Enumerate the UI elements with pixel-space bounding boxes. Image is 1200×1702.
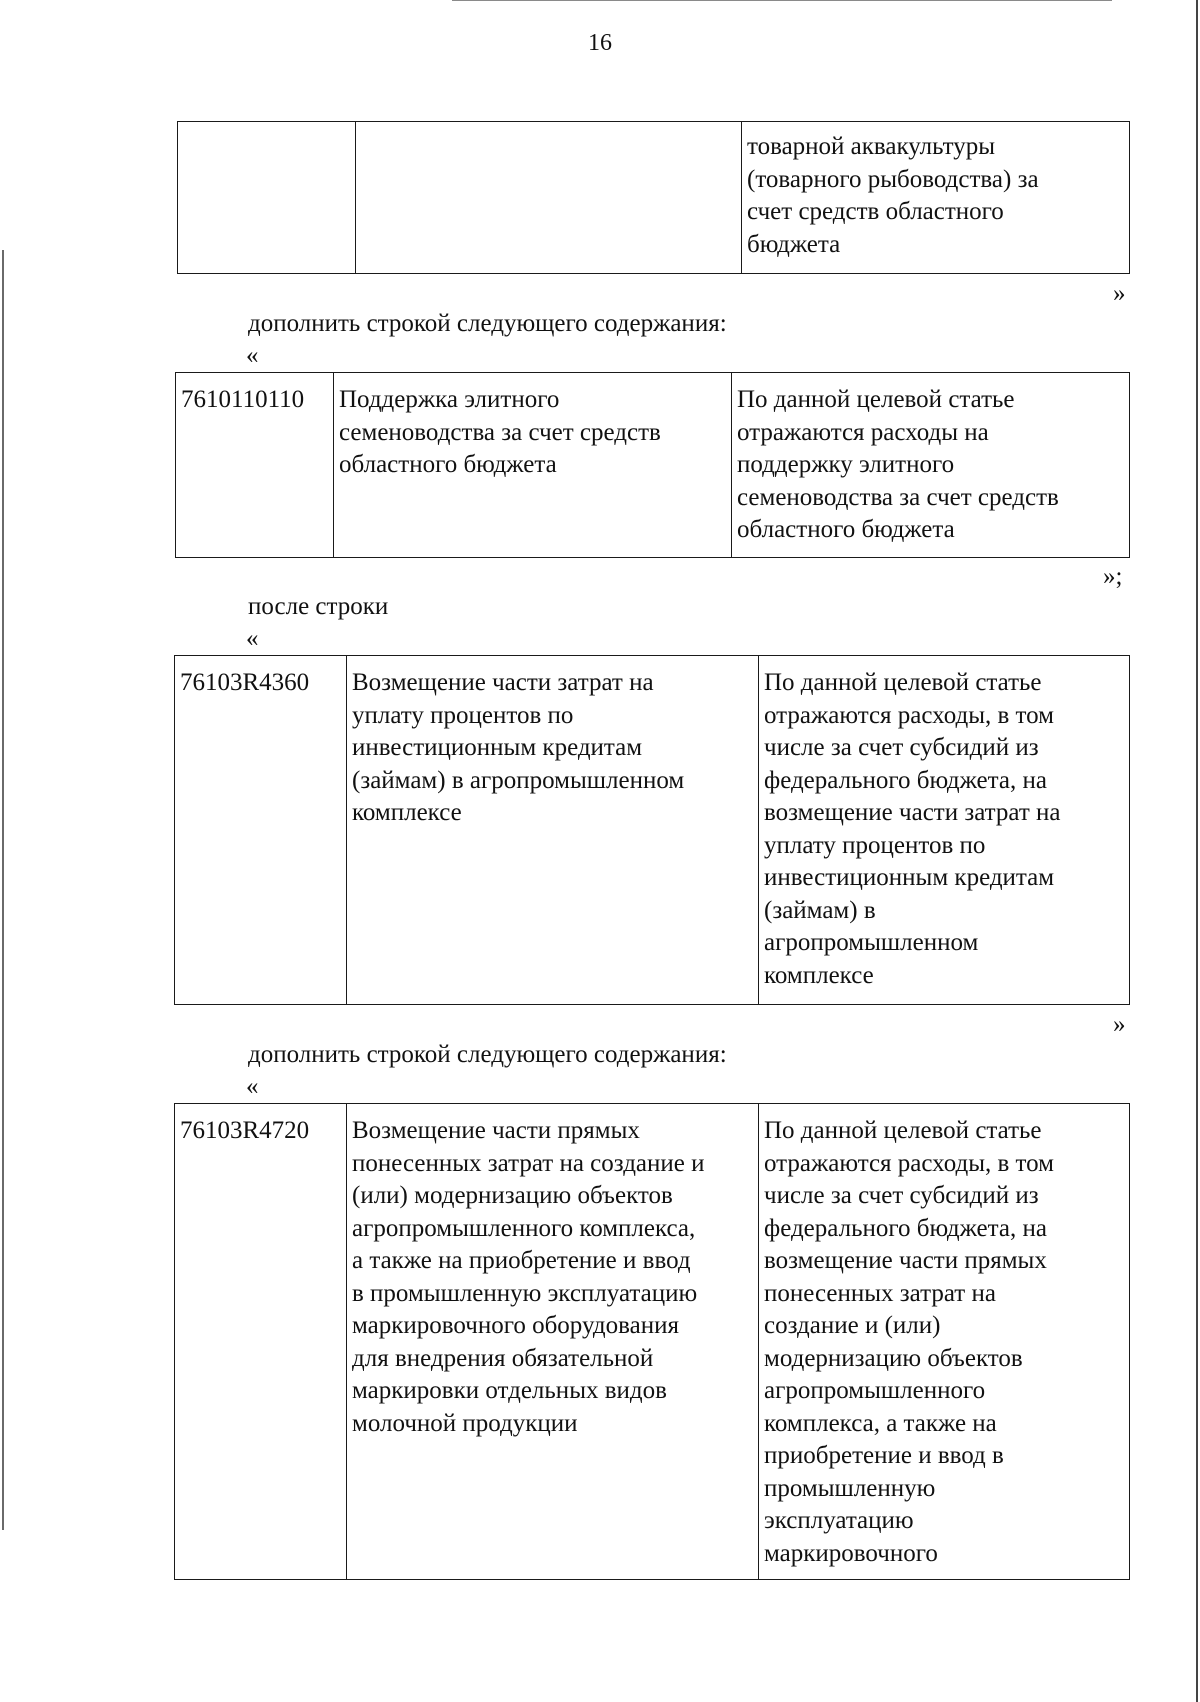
table-row-76103R4360: [174, 655, 1130, 1005]
open-quote: «: [246, 625, 259, 652]
paragraph-after-row: после строки: [248, 593, 389, 620]
close-quote: »: [1113, 1011, 1126, 1038]
close-quote: »;: [1103, 563, 1123, 590]
table-row: [176, 373, 1130, 558]
scan-edge-right: [1196, 0, 1198, 1702]
table-cell-name: Поддержка элитного семеноводства за счет средств областного бюджета: [334, 373, 732, 558]
table-cell-description: товарной аквакультуры (товарного рыбоводства) за счет средств областного бюджета: [742, 122, 1130, 274]
scan-edge-left: [2, 250, 4, 1530]
page-number: 16: [588, 30, 612, 56]
table-cell-code: [178, 122, 356, 274]
table-row-7610110110: [175, 372, 1130, 558]
close-quote: »: [1113, 280, 1126, 307]
open-quote: «: [246, 342, 259, 369]
table-cell-description: По данной целевой статье отражаются расходы, в том числе за счет субсидий из федерального бюджета, на возмещение части затрат на уплату процентов по инвестиционным кредитам (займам) в агропромышленном комплексе: [759, 656, 1130, 1005]
table-cell-description: По данной целевой статье отражаются расходы на поддержку элитного семеноводства за счет средств областного бюджета: [732, 373, 1130, 558]
table-cell-name: Возмещение части прямых понесенных затрат на создание и (или) модернизацию объектов агропромышленного комплекса, а также на приобретение и ввод в промышленную эксплуатацию маркировочного оборудования для внедрения обязательной маркировки отдельных видов молочной продукции: [347, 1104, 759, 1580]
paragraph-add-row: дополнить строкой следующего содержания:: [248, 1041, 727, 1068]
table-cell-code: 7610110110: [176, 373, 334, 558]
table-cell-description: По данной целевой статье отражаются расходы, в том числе за счет субсидий из федерального бюджета, на возмещение части прямых понесенных затрат на создание и (или) модернизацию объектов агропромышленного комплекса, а также на приобретение и ввод в промышленную эксплуатацию маркировочного: [759, 1104, 1130, 1580]
table-row: [175, 656, 1130, 1005]
table-cell-code: 76103R4720: [175, 1104, 347, 1580]
paragraph-add-row: дополнить строкой следующего содержания:: [248, 310, 727, 337]
table-cell-name: Возмещение части затрат на уплату процентов по инвестиционным кредитам (займам) в агропромышленном комплексе: [347, 656, 759, 1005]
table-continuation: [177, 121, 1130, 274]
table-row: [178, 122, 1130, 274]
table-cell-code: 76103R4360: [175, 656, 347, 1005]
table-row: [175, 1104, 1130, 1580]
open-quote: «: [246, 1073, 259, 1100]
table-cell-name: [356, 122, 742, 274]
table-row-76103R4720: [174, 1103, 1130, 1580]
scan-edge-top: [452, 0, 1112, 1]
